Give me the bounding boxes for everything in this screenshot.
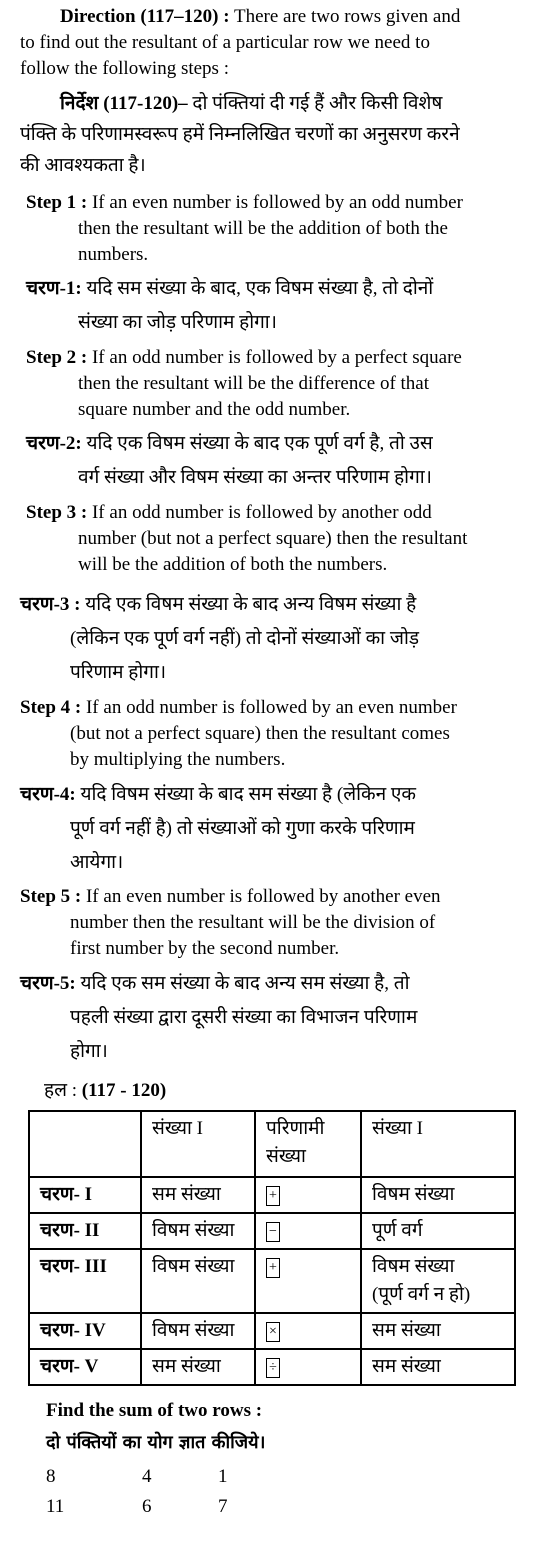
table-cell: विषम संख्या	[361, 1177, 515, 1213]
step-line: number then the resultant will be the division of	[70, 912, 436, 933]
number-cell: 11	[46, 1496, 65, 1517]
step-hi-line: वर्ग संख्या और विषम संख्या का अन्तर परिणाम होगा।	[78, 467, 432, 488]
plus-icon: +	[266, 1258, 280, 1278]
table-row	[29, 1177, 515, 1213]
step-hi-label: चरण-4:	[20, 784, 76, 805]
divide-icon: ÷	[266, 1358, 280, 1378]
step-hi-label: चरण-5:	[20, 973, 76, 994]
operator-cell	[255, 1213, 361, 1249]
direction-hi	[20, 88, 515, 181]
step-line: first number by the second number.	[70, 938, 340, 959]
step-hi-line: यदि सम संख्या के बाद, एक विषम संख्या है, तो दोनों	[86, 278, 434, 299]
table-header-cell: संख्या I	[361, 1111, 515, 1177]
step-line: (but not a perfect square) then the resultant comes	[70, 723, 450, 744]
step-line: by multiplying the numbers.	[70, 749, 286, 770]
table-row	[29, 1349, 515, 1385]
step-hi-label: चरण-2:	[26, 433, 82, 454]
step-line: If an even number is followed by another even	[85, 886, 441, 907]
stage-cell: चरण- V	[29, 1349, 141, 1385]
table-cell-note: (पूर्ण वर्ग न हो)	[372, 1284, 471, 1305]
table-cell: सम संख्या	[361, 1313, 515, 1349]
table-cell: पूर्ण वर्ग	[361, 1213, 515, 1249]
number-cell: 8	[46, 1466, 56, 1487]
direction-hi-line: की आवश्यकता है।	[20, 155, 146, 176]
direction-line: to find out the resultant of a particular row we need to	[20, 32, 430, 53]
question-hi: दो पंक्तियों का योग ज्ञात कीजिये।	[46, 1432, 266, 1453]
step-hi-line: यदि एक विषम संख्या के बाद अन्य विषम संख्या है	[85, 594, 417, 615]
step-label: Step 5 :	[20, 886, 82, 907]
step-line: If an odd number is followed by an even number	[85, 697, 457, 718]
step-4	[20, 695, 516, 773]
operator-cell	[255, 1313, 361, 1349]
table-cell: विषम संख्या	[141, 1313, 255, 1349]
step-line: If an odd number is followed by another odd	[91, 502, 432, 523]
direction-en	[20, 4, 515, 82]
step-line: will be the addition of both the numbers.	[78, 554, 388, 575]
direction-hi-line: दो पंक्तियां दी गई हैं और किसी विशेष	[192, 93, 443, 114]
step-5	[20, 884, 516, 962]
table-row	[29, 1213, 515, 1249]
step-line: square number and the odd number.	[78, 399, 351, 420]
step-hi-line: पहली संख्या द्वारा दूसरी संख्या का विभाजन परिणाम	[70, 1007, 418, 1028]
question-en: Find the sum of two rows :	[46, 1400, 263, 1421]
solution-heading-hi: हल :	[44, 1080, 77, 1101]
stage-cell: चरण- I	[29, 1177, 141, 1213]
step-4-hi	[20, 778, 516, 880]
operator-cell	[255, 1249, 361, 1313]
step-label: Step 3 :	[26, 502, 88, 523]
direction-line: There are two rows given and	[233, 6, 461, 27]
step-hi-line: पूर्ण वर्ग नहीं है) तो संख्याओं को गुणा करके परिणाम	[70, 818, 415, 839]
table-row	[29, 1249, 515, 1313]
stage-cell: चरण- II	[29, 1213, 141, 1249]
table-cell: सम संख्या	[361, 1349, 515, 1385]
step-hi-line: होगा।	[70, 1041, 108, 1062]
stage-cell: चरण- IV	[29, 1313, 141, 1349]
table-header-cell: संख्या I	[141, 1111, 255, 1177]
operator-cell	[255, 1349, 361, 1385]
step-1	[26, 190, 516, 268]
step-line: If an even number is followed by an odd number	[91, 192, 463, 213]
table-header-cell	[29, 1111, 141, 1177]
solution-table	[28, 1110, 516, 1386]
table-cell: विषम संख्या	[141, 1249, 255, 1313]
step-1-hi	[26, 272, 516, 340]
table-header-cell: परिणामी संख्या	[255, 1111, 361, 1177]
step-line: then the resultant will be the addition of both the	[78, 218, 448, 239]
step-hi-line: यदि एक सम संख्या के बाद अन्य सम संख्या है, तो	[80, 973, 410, 994]
step-hi-line: आयेगा।	[70, 852, 124, 873]
multiply-icon: ×	[266, 1322, 280, 1342]
table-cell-text: विषम संख्या	[372, 1256, 455, 1277]
step-hi-label: चरण-1:	[26, 278, 82, 299]
table-cell: विषम संख्या	[141, 1213, 255, 1249]
number-cell: 1	[218, 1466, 228, 1487]
step-2	[26, 345, 516, 423]
step-hi-line: परिणाम होगा।	[70, 662, 167, 683]
step-hi-line: संख्या का जोड़ परिणाम होगा।	[78, 312, 277, 333]
step-label: Step 2 :	[26, 347, 88, 368]
step-line: If an odd number is followed by a perfect square	[91, 347, 462, 368]
direction-hi-label: निर्देश (117-120)–	[60, 93, 188, 114]
direction-hi-line: पंक्ति के परिणामस्वरूप हमें निम्नलिखित चरणों का अनुसरण करने	[20, 124, 460, 145]
step-5-hi	[20, 967, 516, 1069]
step-line: number (but not a perfect square) then the resultant	[78, 528, 468, 549]
step-3-hi	[20, 588, 516, 690]
step-line: then the resultant will be the difference of that	[78, 373, 430, 394]
table-cell: सम संख्या	[141, 1177, 255, 1213]
number-cell: 6	[142, 1496, 152, 1517]
step-hi-line: यदि विषम संख्या के बाद सम संख्या है (लेकिन एक	[80, 784, 417, 805]
operator-cell	[255, 1177, 361, 1213]
direction-label: Direction (117–120) :	[60, 6, 230, 27]
step-hi-label: चरण-3 :	[20, 594, 81, 615]
minus-icon: −	[266, 1222, 280, 1242]
table-cell	[361, 1249, 515, 1313]
table-header-row	[29, 1111, 515, 1177]
table-row	[29, 1313, 515, 1349]
solution-heading-range: (117 - 120)	[81, 1080, 167, 1101]
solution-heading	[44, 1076, 166, 1102]
step-line: numbers.	[78, 244, 149, 265]
step-hi-line: (लेकिन एक पूर्ण वर्ग नहीं) तो दोनों संख्याओं का जोड़	[70, 628, 420, 649]
step-label: Step 4 :	[20, 697, 82, 718]
step-2-hi	[26, 427, 516, 495]
number-cell: 7	[218, 1496, 228, 1517]
stage-cell: चरण- III	[29, 1249, 141, 1313]
table-cell: सम संख्या	[141, 1349, 255, 1385]
direction-line: follow the following steps :	[20, 58, 229, 79]
number-cell: 4	[142, 1466, 152, 1487]
step-3	[26, 500, 516, 578]
step-hi-line: यदि एक विषम संख्या के बाद एक पूर्ण वर्ग है, तो उस	[86, 433, 433, 454]
plus-icon: +	[266, 1186, 280, 1206]
step-label: Step 1 :	[26, 192, 88, 213]
